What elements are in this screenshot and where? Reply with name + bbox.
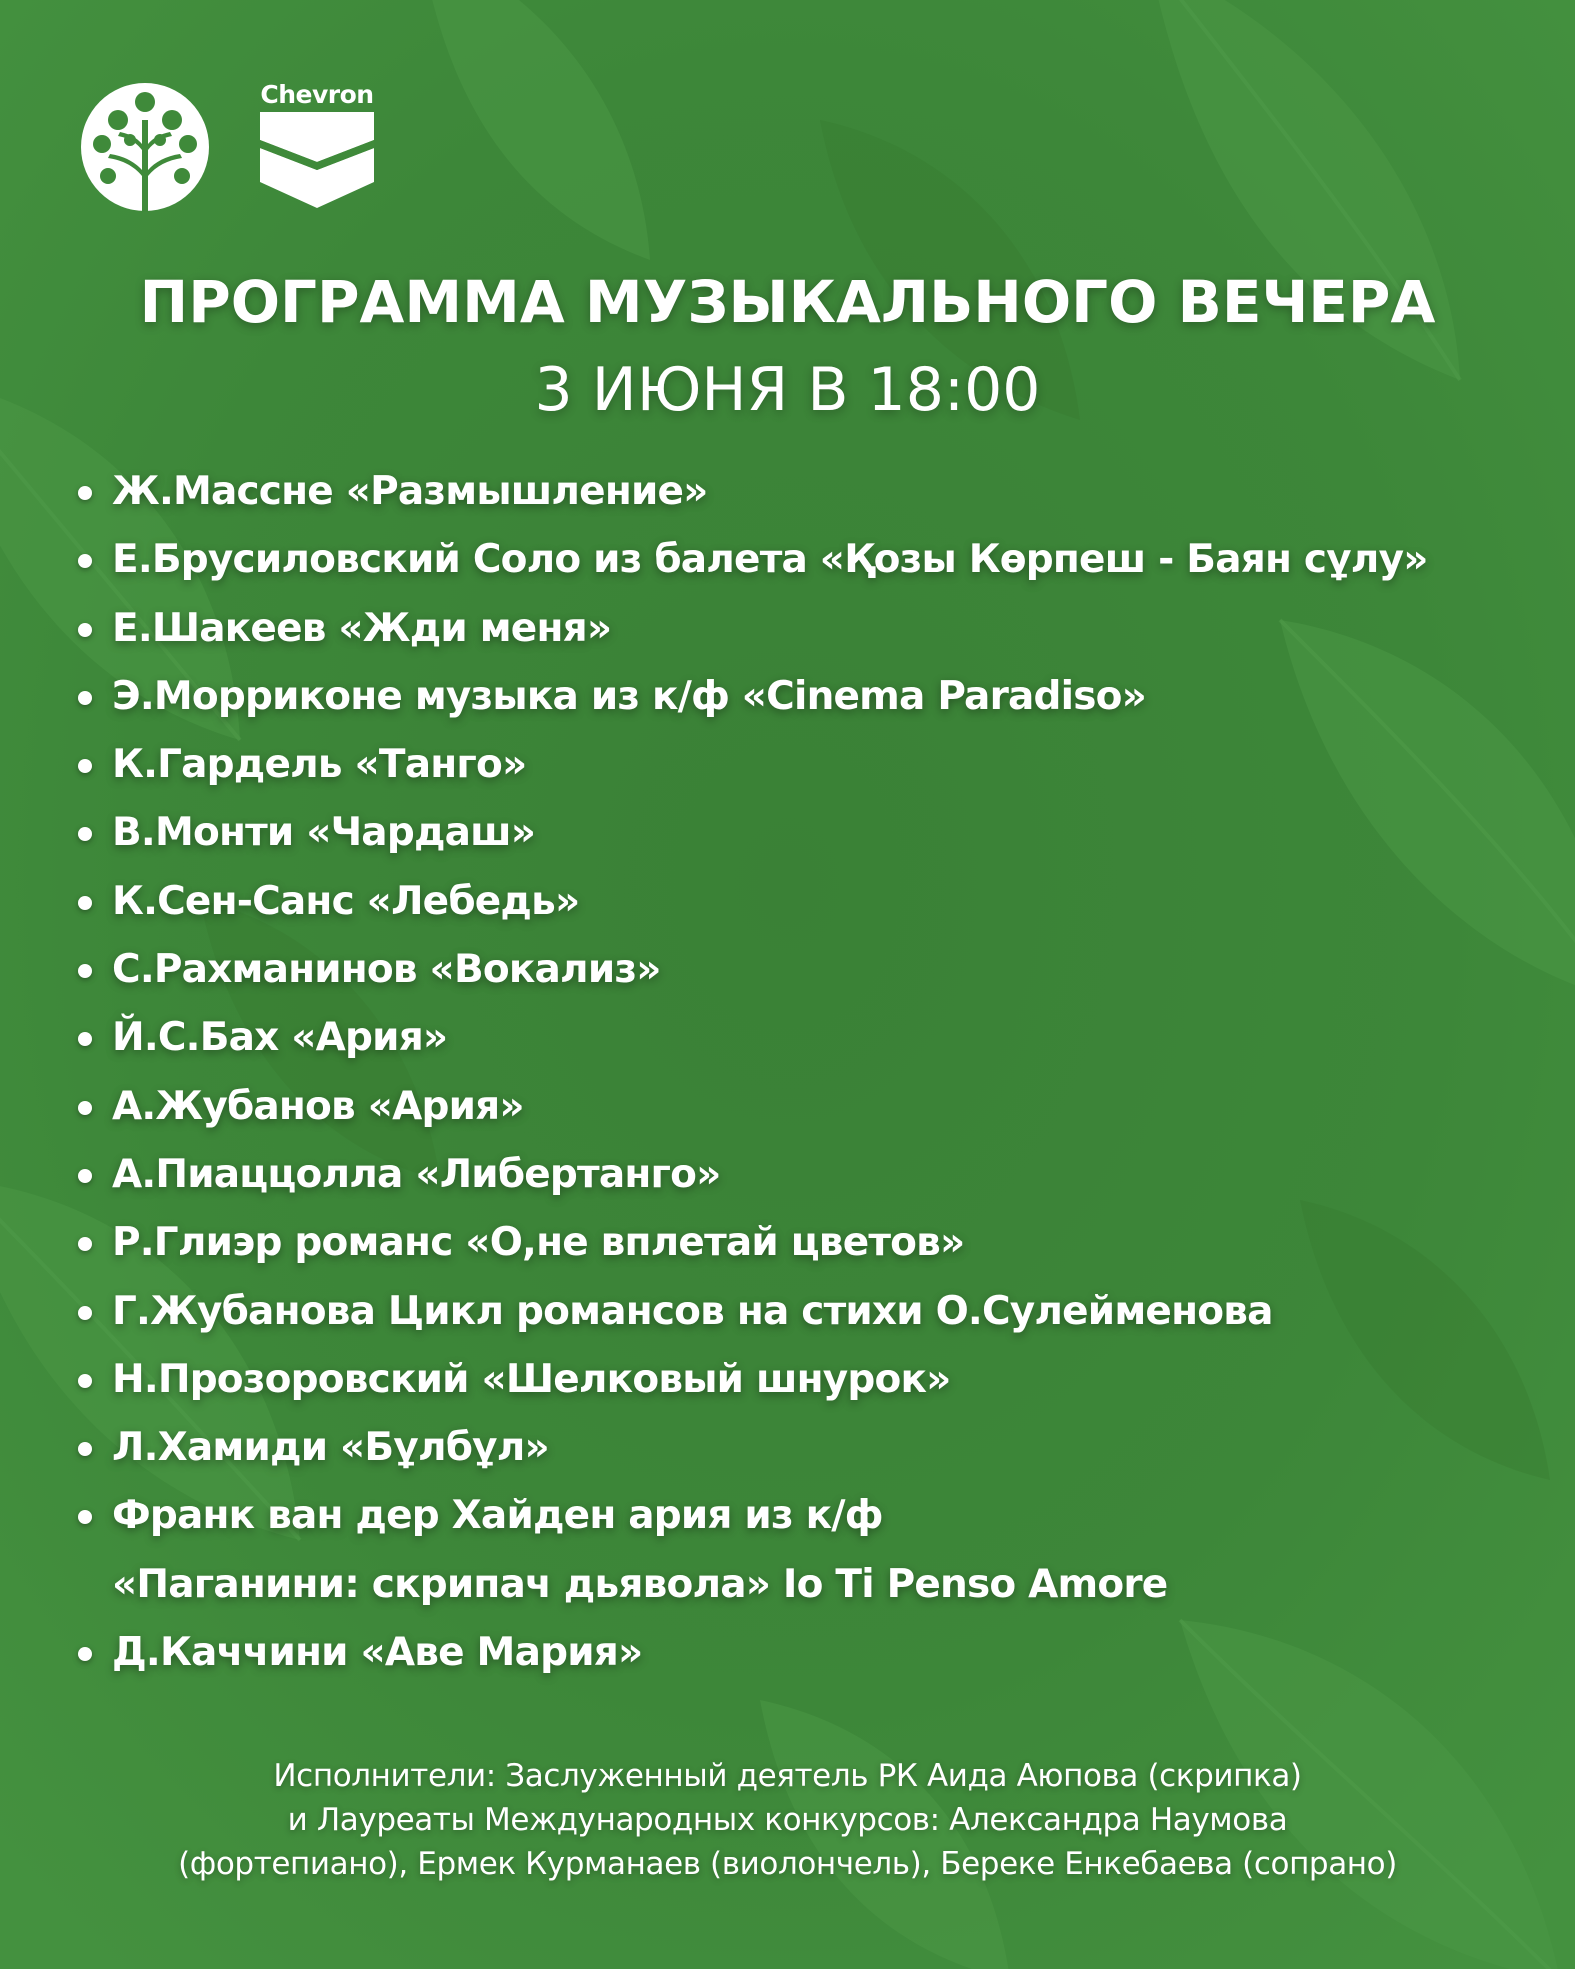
bullet-icon xyxy=(78,1510,92,1524)
program-item-text: Р.Глиэр романс «О,не вплетай цветов» xyxy=(112,1220,965,1266)
program-item-text: К.Сен-Санс «Лебедь» xyxy=(112,878,580,924)
program-item xyxy=(75,1414,1535,1482)
program-item-text: Ж.Массне «Размышление» xyxy=(112,469,708,514)
program-item-text: С.Рахманинов «Вокализ» xyxy=(112,947,661,993)
program-item xyxy=(75,595,1535,663)
bullet-icon xyxy=(78,964,92,978)
program-item-text: Н.Прозоровский «Шелковый шнурок» xyxy=(112,1356,951,1402)
logo-group xyxy=(78,80,398,215)
program-item xyxy=(75,731,1535,799)
program-item-text: К.Гардель «Танго» xyxy=(112,742,527,788)
program-item-text: Д.Каччини «Аве Мария» xyxy=(112,1630,643,1676)
bullet-icon xyxy=(78,1237,92,1251)
program-item xyxy=(75,1346,1535,1414)
program-item-text: Й.С.Бах «Ария» xyxy=(112,1015,448,1061)
program-item xyxy=(75,1141,1535,1209)
event-date: 3 ИЮНЯ В 18:00 xyxy=(534,355,1041,425)
program-item-text: А.Пиаццолла «Либертанго» xyxy=(112,1151,721,1197)
bullet-icon xyxy=(78,1442,92,1456)
program-item-text: Е.Брусиловский Соло из балета «Қозы Көрпеш - Баян сұлу» xyxy=(112,537,1428,583)
performers-line: и Лауреаты Международных конкурсов: Александра Наумова xyxy=(287,1802,1288,1838)
program-item xyxy=(75,526,1535,594)
program-list xyxy=(75,458,1535,1687)
program-item xyxy=(75,458,1535,526)
bullet-icon xyxy=(78,1169,92,1183)
program-item-text-continued: «Паганини: скрипач дьявола» Io Ti Penso Amore xyxy=(112,1561,1168,1607)
program-item xyxy=(75,1073,1535,1141)
page-title: ПРОГРАММА МУЗЫКАЛЬНОГО ВЕЧЕРА xyxy=(139,268,1436,336)
bullet-icon xyxy=(78,1032,92,1046)
program-item-text: Л.Хамиди «Бұлбұл» xyxy=(112,1425,549,1471)
program-item xyxy=(75,1278,1535,1346)
bullet-icon xyxy=(78,1101,92,1115)
program-item-text: Франк ван дер Хайден ария из к/ф xyxy=(112,1493,883,1539)
chevron-logo-icon xyxy=(258,110,376,210)
program-item xyxy=(75,663,1535,731)
performers-credits xyxy=(0,1754,1575,1886)
bullet-icon xyxy=(78,827,92,841)
program-item-text: В.Монти «Чардаш» xyxy=(112,810,536,856)
bullet-icon xyxy=(78,1306,92,1320)
program-item-text: А.Жубанов «Ария» xyxy=(112,1083,524,1129)
bullet-icon xyxy=(78,1647,92,1661)
program-item xyxy=(75,868,1535,936)
program-item xyxy=(75,1209,1535,1277)
program-item xyxy=(75,1482,1535,1619)
program-item-text: Г.Жубанова Цикл романсов на стихи О.Сулейменова xyxy=(112,1288,1273,1334)
program-item xyxy=(75,1004,1535,1072)
performers-line: (фортепиано), Ермек Курманаев (виолончель), Береке Енкебаева (сопрано) xyxy=(178,1846,1397,1882)
program-item xyxy=(75,1619,1535,1687)
bullet-icon xyxy=(78,623,92,637)
bullet-icon xyxy=(78,759,92,773)
program-item-text: Э.Морриконе музыка из к/ф «Cinema Paradiso» xyxy=(112,673,1147,719)
tree-logo-icon xyxy=(78,80,212,214)
performers-line: Исполнители: Заслуженный деятель РК Аида Аюпова (скрипка) xyxy=(273,1758,1302,1794)
program-item xyxy=(75,799,1535,867)
program-item xyxy=(75,936,1535,1004)
chevron-logo xyxy=(254,80,380,210)
bullet-icon xyxy=(78,554,92,568)
chevron-wordmark: Chevron xyxy=(260,80,374,109)
bullet-icon xyxy=(78,486,92,500)
bullet-icon xyxy=(78,896,92,910)
program-item-text: Е.Шакеев «Жди меня» xyxy=(112,605,612,651)
bullet-icon xyxy=(78,691,92,705)
bullet-icon xyxy=(78,1374,92,1388)
